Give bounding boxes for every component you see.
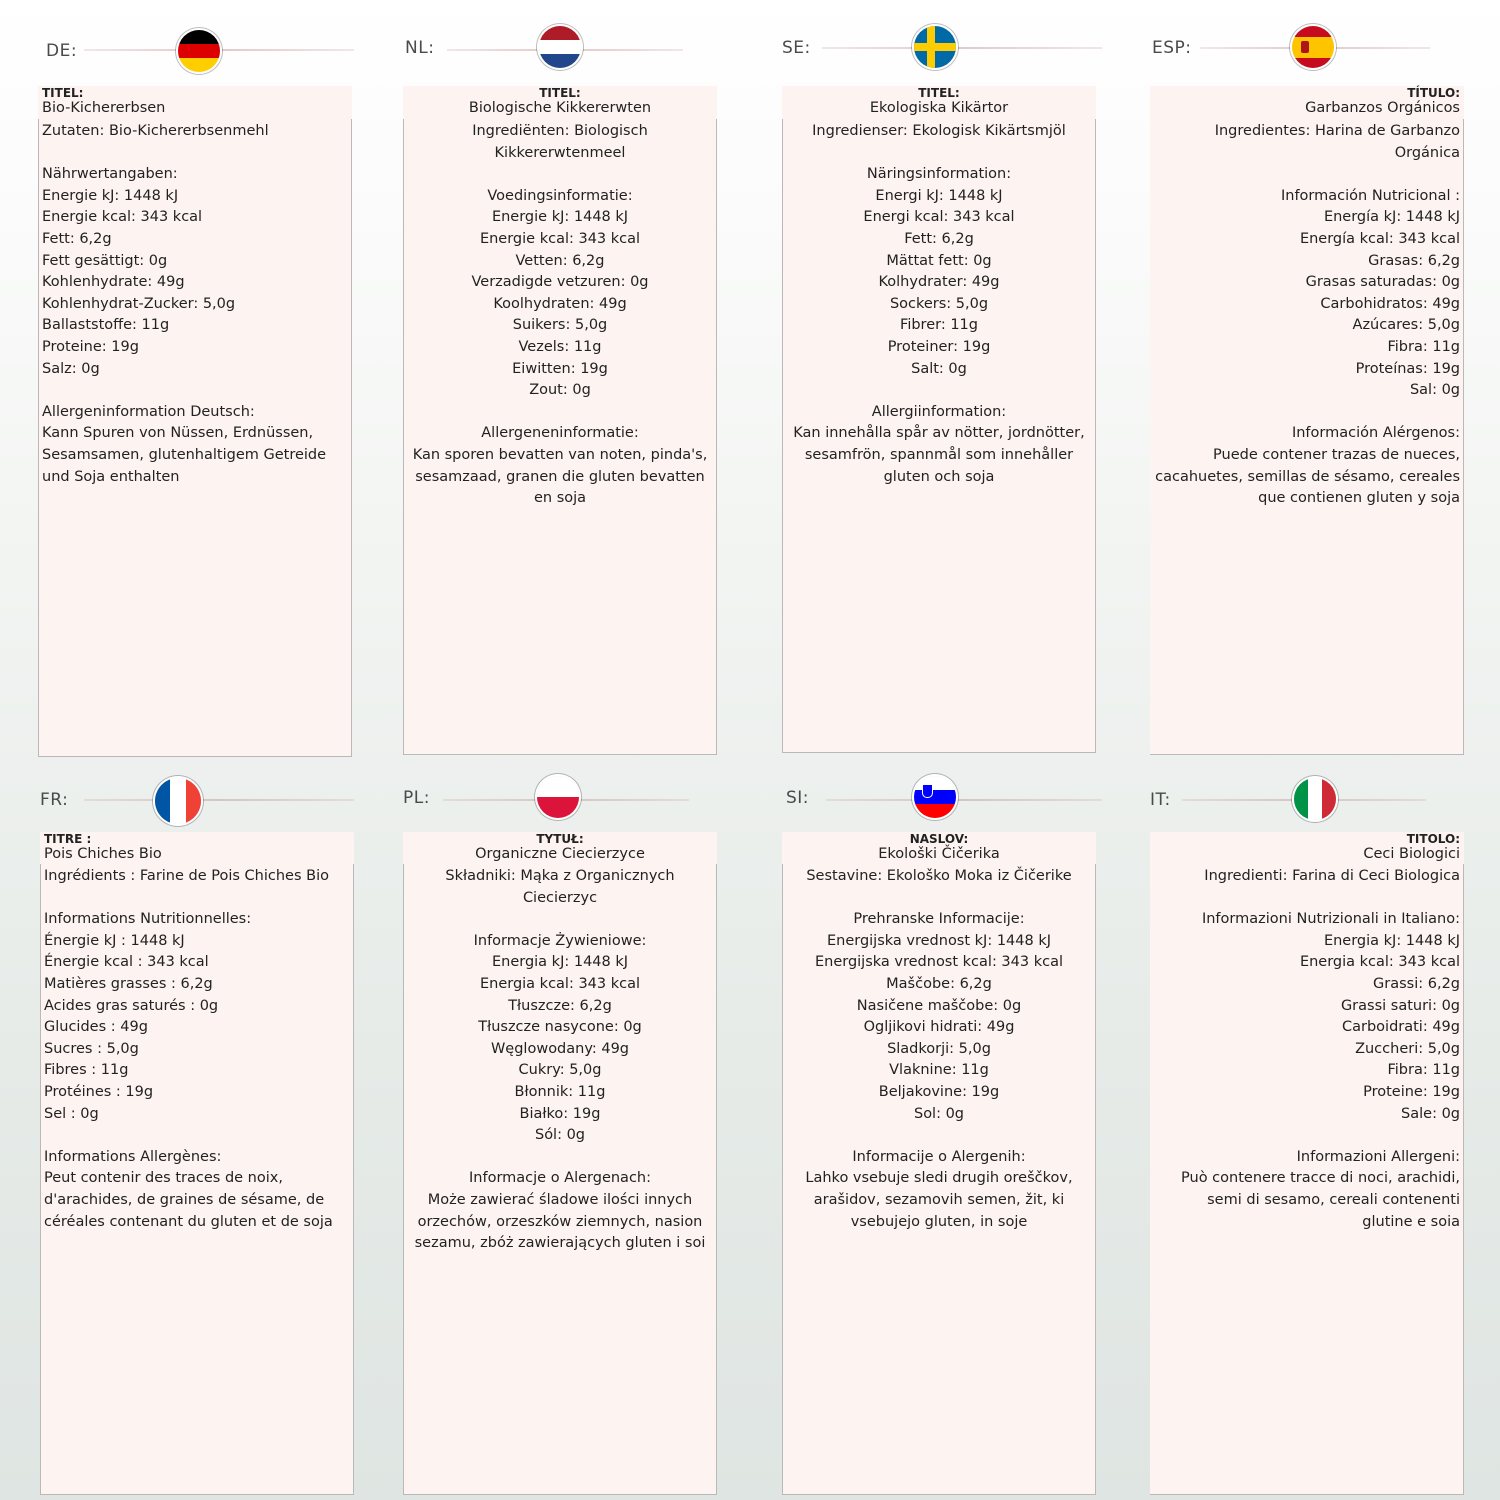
- lang-header-de: [38, 30, 352, 90]
- flag-sweden-icon: [914, 26, 956, 68]
- decorative-line: [822, 47, 1102, 49]
- panel-it: [1150, 780, 1464, 1495]
- title-box-si: [782, 832, 1096, 865]
- lang-code-esp: ESP:: [1152, 38, 1192, 58]
- panel-esp: [1150, 30, 1464, 758]
- title-label: TÍTULO:: [1407, 86, 1460, 100]
- title-label: TITRE :: [44, 832, 92, 846]
- product-title: Pois Chiches Bio: [44, 846, 162, 862]
- panel-nl: [403, 30, 717, 758]
- flag-netherlands-icon: [539, 26, 581, 68]
- title-box-de: [38, 86, 352, 120]
- lang-code-si: SI:: [786, 788, 810, 808]
- panel-fr: [40, 780, 354, 1495]
- lang-header-it: [1150, 780, 1464, 840]
- lang-header-si: [782, 780, 1096, 840]
- panel-pl: [403, 780, 717, 1495]
- title-label: NASLOV:: [909, 832, 969, 846]
- ingredients-nutrition-text: Ingrédients : Farine de Pois Chiches Bio Informations Nutritionnelles: Énergie kJ : 1448 kJ Énergie kcal : 343 kcal Matières grasses : 6,2g Acides gras saturés : 0g Glucides : 49g Sucres : 5,0g Fibres : 11g Protéines : 19g Sel : 0g Informations Allergènes: Peut contenir des traces de noix, d'arachides, de graines de sésame, de céréales contenant du gluten et de soja: [40, 864, 354, 1495]
- lang-header-esp: [1150, 30, 1464, 90]
- title-box-it: [1150, 832, 1464, 865]
- lang-code-it: IT:: [1150, 790, 1171, 810]
- product-title: Bio-Kichererbsen: [42, 100, 166, 116]
- product-title: Ceci Biologici: [1363, 846, 1460, 862]
- title-label: TITOLO:: [1406, 832, 1460, 846]
- lang-code-fr: FR:: [40, 790, 69, 810]
- panel-de: [38, 30, 352, 760]
- panel-se: [782, 30, 1096, 756]
- ingredients-nutrition-text: Ingredientes: Harina de Garbanzo Orgánica Información Nutricional : Energía kJ: 1448 kJ Energía kcal: 343 kcal Grasas: 6,2g Grasas saturadas: 0g Carbohidratos: 49g Azúcares: 5,0g Fibra: 11g Proteínas: 19g Sal: 0g Información Alérgenos: Puede contener trazas de nueces, cacahuetes, semillas de sésamo, cereales que contienen gluten y soja: [1150, 119, 1464, 755]
- product-title: Ekologiska Kikärtor: [869, 100, 1009, 116]
- lang-code-se: SE:: [782, 38, 811, 58]
- flag-poland-icon: [537, 776, 579, 818]
- flag-slovenia-icon: [914, 776, 956, 818]
- decorative-line: [84, 799, 354, 801]
- flag-france-icon: [155, 778, 201, 824]
- product-title: Ekološki Čičerika: [878, 846, 1000, 862]
- product-title: Garbanzos Orgánicos: [1305, 100, 1460, 116]
- title-label: TYTUŁ:: [536, 832, 584, 846]
- flag-spain-icon: [1292, 26, 1334, 68]
- flag-germany-icon: [178, 30, 220, 72]
- ingredients-nutrition-text: Składniki: Mąka z Organicznych Ciecierzyc Informacje Żywieniowe: Energia kJ: 1448 kJ Energia kcal: 343 kcal Tłuszcze: 6,2g Tłuszcze nasycone: 0g Węglowodany: 49g Cukry: 5,0g Błonnik: 11g Białko: 19g Sól: 0g Informacje o Alergenach: Może zawierać śladowe ilości innych orzechów, orzeszków ziemnych, nasion sezamu, zbóż zawierających gluten i soi: [403, 864, 717, 1495]
- decorative-line: [826, 799, 1102, 801]
- lang-header-se: [782, 30, 1096, 90]
- product-title: Organiczne Ciecierzyce: [475, 846, 645, 862]
- ingredients-nutrition-text: Ingredienser: Ekologisk Kikärtsmjöl Näringsinformation: Energi kJ: 1448 kJ Energi kcal: 343 kcal Fett: 6,2g Mättat fett: 0g Kolhydrater: 49g Sockers: 5,0g Fibrer: 11g Proteiner: 19g Salt: 0g Allergiinformation: Kan innehålla spår av nötter, jordnötter, sesamfrön, spannmål som innehåller gluten och soja: [782, 119, 1096, 753]
- ingredients-nutrition-text: Ingrediënten: Biologisch Kikkererwtenmeel Voedingsinformatie: Energie kJ: 1448 kJ Energie kcal: 343 kcal Vetten: 6,2g Verzadigde vetzuren: 0g Koolhydraten: 49g Suikers: 5,0g Vezels: 11g Eiwitten: 19g Zout: 0g Allergeneninformatie: Kan sporen bevatten van noten, pinda's, sesamzaad, granen die gluten bevatten en soja: [403, 119, 717, 755]
- lang-header-fr: [40, 780, 354, 840]
- lang-code-nl: NL:: [405, 38, 435, 58]
- title-label: TITEL:: [918, 86, 960, 100]
- product-title: Biologische Kikkererwten: [468, 100, 652, 116]
- title-box-esp: [1150, 86, 1464, 120]
- title-box-nl: [403, 86, 717, 120]
- lang-code-pl: PL:: [403, 788, 430, 808]
- title-label: TITEL:: [539, 86, 581, 100]
- flag-italy-icon: [1294, 778, 1336, 820]
- lang-code-de: DE:: [46, 41, 78, 61]
- lang-header-nl: [403, 30, 717, 90]
- title-box-pl: [403, 832, 717, 865]
- ingredients-nutrition-text: Ingredienti: Farina di Ceci Biologica Informazioni Nutrizionali in Italiano: Energia kJ: 1448 kJ Energia kcal: 343 kcal Grassi: 6,2g Grassi saturi: 0g Carboidrati: 49g Zuccheri: 5,0g Fibra: 11g Proteine: 19g Sale: 0g Informazioni Allergeni: Può contenere tracce di noci, arachidi, semi di sesamo, cereali contenenti glutine e soia: [1150, 864, 1464, 1495]
- ingredients-nutrition-text: Zutaten: Bio-Kichererbsenmehl Nährwertangaben: Energie kJ: 1448 kJ Energie kcal: 343 kcal Fett: 6,2g Fett gesättigt: 0g Kohlenhydrate: 49g Kohlenhydrat-Zucker: 5,0g Ballaststoffe: 11g Proteine: 19g Salz: 0g Allergeninformation Deutsch: Kann Spuren von Nüssen, Erdnüssen, Sesamsamen, glutenhaltigem Getreide und Soja enthalten: [38, 119, 352, 757]
- title-label: TITEL:: [42, 86, 84, 100]
- lang-header-pl: [403, 780, 717, 840]
- panel-si: [782, 780, 1096, 1495]
- title-box-se: [782, 86, 1096, 120]
- title-box-fr: [40, 832, 354, 865]
- ingredients-nutrition-text: Sestavine: Ekološko Moka iz Čičerike Prehranske Informacije: Energijska vrednost kJ: 1448 kJ Energijska vrednost kcal: 343 kcal Maščobe: 6,2g Nasičene maščobe: 0g Ogljikovi hidrati: 49g Sladkorji: 5,0g Vlaknine: 11g Beljakovine: 19g Sol: 0g Informacije o Alergenih: Lahko vsebuje sledi drugih oreščkov, arašidov, sezamovih semen, žit, ki vsebujejo gluten, in soje: [782, 864, 1096, 1495]
